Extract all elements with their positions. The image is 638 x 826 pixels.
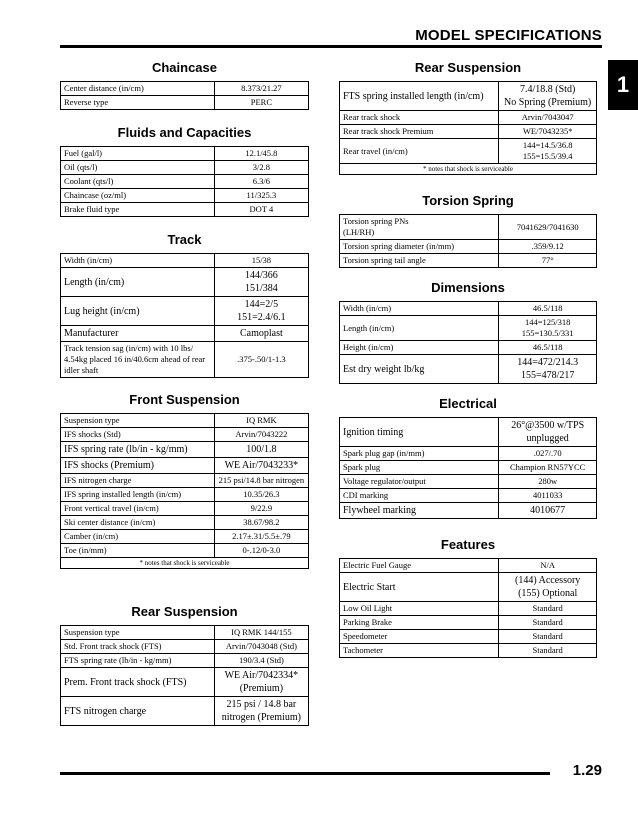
table-row (61, 147, 309, 161)
table-row (340, 616, 597, 630)
table-row (61, 326, 309, 342)
spec-table (60, 146, 309, 217)
spec-label: Brake fluid type (61, 203, 215, 217)
spec-value: Standard (499, 644, 597, 658)
table-row (61, 254, 309, 268)
spec-value: 215 psi/14.8 bar nitrogen (214, 474, 308, 488)
spec-label: Parking Brake (340, 616, 499, 630)
table-row (340, 489, 597, 503)
spec-label: IFS spring rate (lb/in - kg/mm) (61, 442, 215, 458)
section-title: Fluids and Capacities (117, 125, 252, 140)
spec-value: 144=2/5 151=2.4/6.1 (214, 297, 308, 326)
spec-label: Torsion spring tail angle (340, 254, 499, 268)
spec-table (339, 558, 597, 658)
spec-label: Rear track shock Premium (340, 125, 499, 139)
page-number: 1.29 (572, 762, 602, 779)
spec-value: 4011033 (499, 489, 597, 503)
spec-label: Width (in/cm) (340, 302, 499, 316)
table-row (340, 215, 597, 240)
spec-label: Electric Fuel Gauge (340, 559, 499, 573)
spec-label: Prem. Front track shock (FTS) (61, 668, 215, 697)
spec-value: IQ RMK (214, 414, 308, 428)
spec-label: Suspension type (61, 414, 215, 428)
table-row (340, 111, 597, 125)
spec-value: 2.17±.31/5.5±.79 (214, 530, 308, 544)
table-row (61, 96, 309, 110)
spec-table (60, 253, 309, 378)
table-row (340, 125, 597, 139)
section-dimensions (339, 280, 597, 384)
table-row (61, 640, 309, 654)
spec-value: .375-.50/1-1.3 (214, 342, 308, 378)
spec-label: IFS spring installed length (in/cm) (61, 488, 215, 502)
section-title: Dimensions (431, 280, 505, 295)
section-title: Rear Suspension (131, 604, 238, 619)
table-row (61, 516, 309, 530)
section-rear-suspension-cont (339, 60, 597, 175)
spec-value: Arvin/7043048 (Std) (214, 640, 308, 654)
spec-table (60, 81, 309, 110)
spec-label: Est dry weight lb/kg (340, 355, 499, 384)
spec-label: Coolant (qts/l) (61, 175, 215, 189)
spec-label: IFS shocks (Premium) (61, 458, 215, 474)
spec-label: Chaincase (oz/ml) (61, 189, 215, 203)
spec-label: IFS nitrogen charge (61, 474, 215, 488)
table-row (61, 297, 309, 326)
table-row (340, 302, 597, 316)
section-torsion-spring (339, 193, 597, 268)
section-track (60, 232, 309, 378)
spec-value: 0-.12/0-3.0 (214, 544, 308, 558)
spec-value: .027/.70 (499, 447, 597, 461)
spec-value: Standard (499, 616, 597, 630)
section-fluids (60, 125, 309, 217)
section-title: Front Suspension (129, 392, 240, 407)
table-row (61, 654, 309, 668)
spec-label: Toe (in/mm) (61, 544, 215, 558)
spec-value: 3/2.8 (214, 161, 308, 175)
spec-label: CDI marking (340, 489, 499, 503)
table-row (61, 502, 309, 516)
spec-label: Front vertical travel (in/cm) (61, 502, 215, 516)
spec-label: Ignition timing (340, 418, 499, 447)
spec-value: Standard (499, 602, 597, 616)
spec-value: 144=125/318 155=130.5/331 (499, 316, 597, 341)
spec-label: Tachometer (340, 644, 499, 658)
spec-value: 100/1.8 (214, 442, 308, 458)
spec-label: Fuel (gal/l) (61, 147, 215, 161)
spec-value: 15/38 (214, 254, 308, 268)
spec-value: 190/3.4 (Std) (214, 654, 308, 668)
spec-value: Camoplast (214, 326, 308, 342)
section-title: Features (440, 537, 496, 552)
spec-label: Height (in/cm) (340, 341, 499, 355)
spec-value: Arvin/7043222 (214, 428, 308, 442)
table-footnote: * notes that shock is serviceable (339, 164, 597, 175)
section-title: Chaincase (151, 60, 218, 75)
spec-label: Spark plug (340, 461, 499, 475)
table-row (340, 316, 597, 341)
section-title: Torsion Spring (422, 193, 514, 208)
spec-label: Length (in/cm) (340, 316, 499, 341)
spec-label: Speedometer (340, 630, 499, 644)
spec-label: Suspension type (61, 626, 215, 640)
spec-label: Rear travel (in/cm) (340, 139, 499, 164)
section-front-suspension (60, 392, 309, 569)
spec-label: Ski center distance (in/cm) (61, 516, 215, 530)
table-row (340, 503, 597, 519)
table-row (340, 240, 597, 254)
table-row (340, 418, 597, 447)
spec-label: Track tension sag (in/cm) with 10 lbs/ 4.54kg placed 16 in/40.6cm ahead of rear idler shaft (61, 342, 215, 378)
spec-value: 9/22.9 (214, 502, 308, 516)
table-row (61, 544, 309, 558)
spec-value: Arvin/7043047 (499, 111, 597, 125)
table-row (340, 82, 597, 111)
spec-value: 144=14.5/36.8 155=15.5/39.4 (499, 139, 597, 164)
section-electrical (339, 396, 597, 519)
table-footnote: * notes that shock is serviceable (60, 558, 309, 569)
table-row (340, 341, 597, 355)
spec-label: Electric Start (340, 573, 499, 602)
spec-label: Flywheel marking (340, 503, 499, 519)
spec-table (60, 625, 309, 726)
spec-value: Standard (499, 630, 597, 644)
spec-value: 46.5/118 (499, 341, 597, 355)
spec-label: Oil (qts/l) (61, 161, 215, 175)
spec-value: .359/9.12 (499, 240, 597, 254)
table-row (61, 697, 309, 726)
spec-value: N/A (499, 559, 597, 573)
spec-value: 280w (499, 475, 597, 489)
spec-label: Voltage regulator/output (340, 475, 499, 489)
table-row (61, 442, 309, 458)
spec-label: Torsion spring PNs (LH/RH) (340, 215, 499, 240)
spec-value: PERC (214, 96, 308, 110)
table-row (61, 488, 309, 502)
table-row (61, 458, 309, 474)
table-row (61, 175, 309, 189)
spec-value: WE/7043235* (499, 125, 597, 139)
table-row (61, 530, 309, 544)
section-rear-suspension (60, 604, 309, 726)
spec-label: FTS spring installed length (in/cm) (340, 82, 499, 111)
spec-value: WE Air/7042334* (Premium) (214, 668, 308, 697)
page-header-title: MODEL SPECIFICATIONS (415, 27, 602, 44)
spec-value: 215 psi / 14.8 bar nitrogen (Premium) (214, 697, 308, 726)
spec-value: WE Air/7043233* (214, 458, 308, 474)
spec-value: 7041629/7041630 (499, 215, 597, 240)
spec-label: Width (in/cm) (61, 254, 215, 268)
spec-value: (144) Accessory (155) Optional (499, 573, 597, 602)
spec-label: Length (in/cm) (61, 268, 215, 297)
section-chaincase (60, 60, 309, 110)
spec-label: FTS nitrogen charge (61, 697, 215, 726)
spec-value: DOT 4 (214, 203, 308, 217)
spec-label: Manufacturer (61, 326, 215, 342)
spec-value: 6.3/6 (214, 175, 308, 189)
section-title: Track (167, 232, 202, 247)
spec-value: 46.5/118 (499, 302, 597, 316)
table-row (61, 82, 309, 96)
spec-table (60, 413, 309, 558)
spec-value: 10.35/26.3 (214, 488, 308, 502)
table-row (61, 342, 309, 378)
header-rule (60, 45, 602, 48)
spec-table (339, 301, 597, 384)
section-title: Electrical (439, 396, 497, 411)
spec-label: Lug height (in/cm) (61, 297, 215, 326)
spec-value: 144/366 151/384 (214, 268, 308, 297)
spec-value: 8.373/21.27 (214, 82, 308, 96)
spec-label: Rear track shock (340, 111, 499, 125)
table-row (61, 626, 309, 640)
spec-value: 7.4/18.8 (Std) No Spring (Premium) (499, 82, 597, 111)
table-row (340, 630, 597, 644)
table-row (340, 559, 597, 573)
table-row (340, 447, 597, 461)
section-features (339, 537, 597, 658)
spec-table (339, 81, 597, 164)
spec-table (339, 417, 597, 519)
spec-label: Spark plug gap (in/mm) (340, 447, 499, 461)
table-row (340, 254, 597, 268)
table-row (340, 461, 597, 475)
table-row (61, 203, 309, 217)
spec-value: 4010677 (499, 503, 597, 519)
table-row (340, 355, 597, 384)
table-row (340, 139, 597, 164)
spec-value: IQ RMK 144/155 (214, 626, 308, 640)
table-row (61, 189, 309, 203)
spec-value: 12.1/45.8 (214, 147, 308, 161)
spec-label: IFS shocks (Std) (61, 428, 215, 442)
spec-label: Center distance (in/cm) (61, 82, 215, 96)
spec-label: Torsion spring diameter (in/mm) (340, 240, 499, 254)
spec-value: 26°@3500 w/TPS unplugged (499, 418, 597, 447)
chapter-tab: 1 (608, 60, 638, 110)
spec-value: 144=472/214.3 155=478/217 (499, 355, 597, 384)
spec-label: Reverse type (61, 96, 215, 110)
table-row (61, 668, 309, 697)
table-row (61, 268, 309, 297)
spec-value: Champion RN57YCC (499, 461, 597, 475)
table-row (61, 428, 309, 442)
spec-label: Std. Front track shock (FTS) (61, 640, 215, 654)
spec-table (339, 214, 597, 268)
section-title: Rear Suspension (414, 60, 522, 75)
table-row (340, 475, 597, 489)
spec-value: 77° (499, 254, 597, 268)
spec-value: 38.67/98.2 (214, 516, 308, 530)
table-row (340, 602, 597, 616)
table-row (61, 474, 309, 488)
table-row (61, 161, 309, 175)
table-row (61, 414, 309, 428)
spec-value: 11/325.3 (214, 189, 308, 203)
spec-label: Low Oil Light (340, 602, 499, 616)
spec-label: Camber (in/cm) (61, 530, 215, 544)
spec-label: FTS spring rate (lb/in - kg/mm) (61, 654, 215, 668)
table-row (340, 573, 597, 602)
footer-rule (60, 772, 550, 775)
table-row (340, 644, 597, 658)
